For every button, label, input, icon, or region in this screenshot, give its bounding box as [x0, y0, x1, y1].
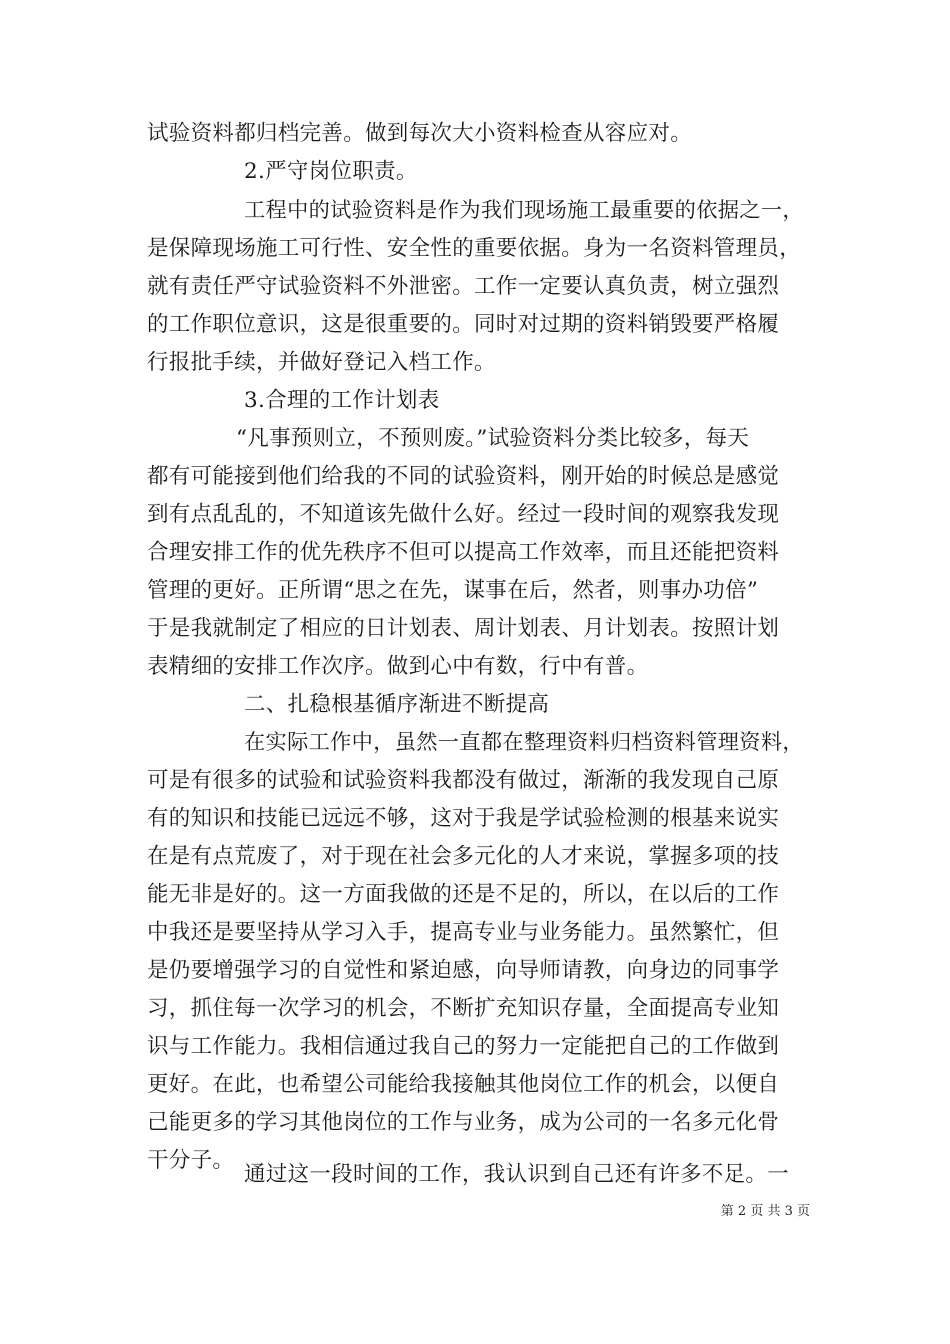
section-heading: 二、扎稳根基循序渐进不断提高	[244, 692, 550, 717]
text-line: 能无非是好的。这一方面我做的还是不足的，所以，在以后的工作	[147, 882, 780, 907]
text-line: 就有责任严守试验资料不外泄密。工作一定要认真负责，树立强烈	[147, 274, 780, 299]
text-line: 表精细的安排工作次序。做到心中有数，行中有普。	[147, 654, 649, 679]
text-line: 到有点乱乱的，不知道该先做什么好。经过一段时间的观察我发现	[147, 502, 780, 527]
section-heading: 2.严守岗位职责。	[244, 159, 418, 184]
text-line: 识与工作能力。我相信通过我自己的努力一定能把自己的工作做到	[147, 1034, 780, 1059]
text-line: 有的知识和技能已远远不够，这对于我是学试验检测的根基来说实	[147, 806, 780, 831]
text-line: 试验资料都归档完善。做到每次大小资料检查从容应对。	[147, 121, 693, 146]
page-number: 第 2 页 共 3 页	[720, 1204, 810, 1219]
text-line: 可是有很多的试验和试验资料我都没有做过，渐渐的我发现自己原	[147, 768, 780, 793]
text-line: 在是有点荒废了，对于现在社会多元化的人才来说，掌握多项的技	[147, 844, 780, 869]
section-heading: 3.合理的工作计划表	[244, 388, 440, 413]
text-line: 通过这一段时间的工作，我认识到自己还有许多不足。一	[244, 1162, 790, 1187]
text-line: 于是我就制定了相应的日计划表、周计划表、月计划表。按照计划	[147, 616, 780, 641]
text-line: 的工作职位意识，这是很重要的。同时对过期的资料销毁要严格履	[147, 312, 780, 337]
text-line: 工程中的试验资料是作为我们现场施工最重要的依据之一，	[244, 198, 804, 223]
text-line: 都有可能接到他们给我的不同的试验资料，刚开始的时候总是感觉	[147, 464, 780, 489]
text-line: 习，抓住每一次学习的机会，不断扩充知识存量，全面提高专业知	[147, 996, 780, 1021]
text-line: 行报批手续，并做好登记入档工作。	[147, 350, 496, 375]
text-line: 是保障现场施工可行性、安全性的重要依据。身为一名资料管理员，	[147, 236, 802, 261]
text-line: 中我还是要坚持从学习入手，提高专业与业务能力。虽然繁忙，但	[147, 920, 780, 945]
text-line: 在实际工作中，虽然一直都在整理资料归档资料管理资料，	[244, 730, 804, 755]
text-line: 是仍要增强学习的自觉性和紧迫感，向导师请教，向身边的同事学	[147, 958, 780, 983]
text-line: 合理安排工作的优先秩序不但可以提高工作效率，而且还能把资料	[147, 540, 780, 565]
text-line: 更好。在此，也希望公司能给我接触其他岗位工作的机会，以便自	[147, 1072, 780, 1097]
text-line: 干分子。	[147, 1148, 235, 1173]
text-line: 己能更多的学习其他岗位的工作与业务，成为公司的一名多元化骨	[147, 1110, 780, 1135]
text-line: 管理的更好。正所谓“思之在先，谋事在后，然者，则事办功倍”	[147, 578, 759, 603]
text-line: “凡事预则立，不预则废。”试验资料分类比较多，每天	[236, 426, 750, 451]
